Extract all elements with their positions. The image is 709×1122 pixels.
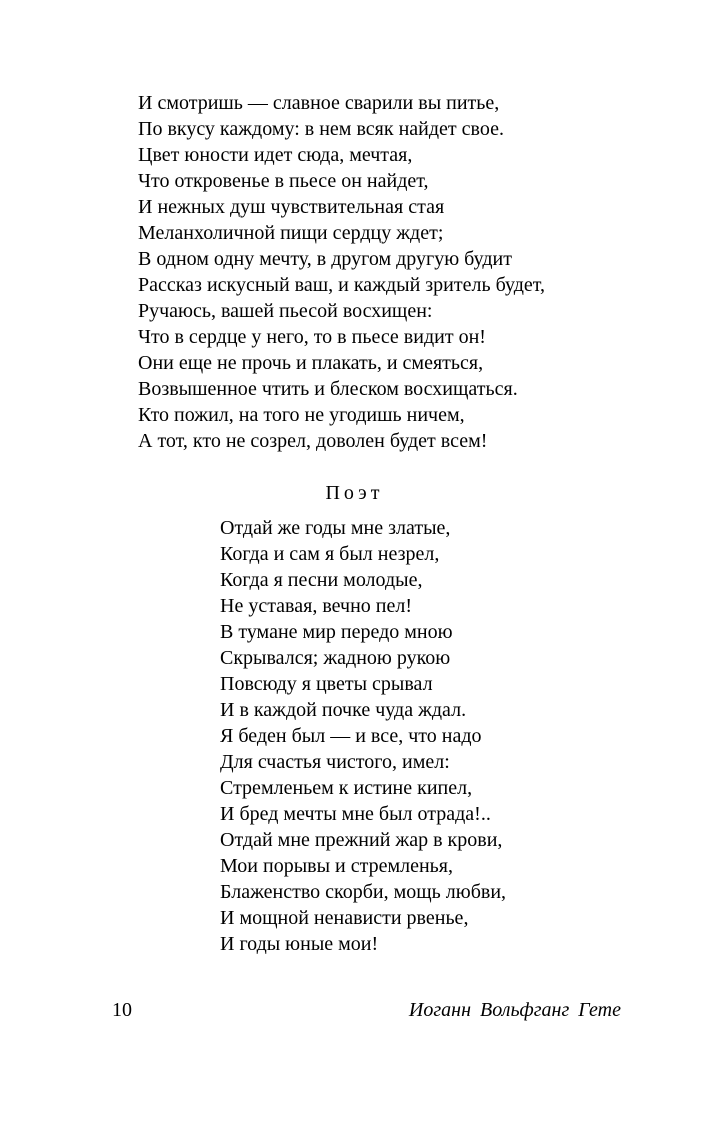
verse-line: Цвет юности идет сюда, мечтая,	[138, 144, 413, 166]
verse-line: Что в сердце у него, то в пьесе видит он!	[138, 326, 486, 348]
verse-line: Скрывался; жадною рукою	[220, 647, 451, 669]
verse-line: А тот, кто не созрел, доволен будет всем!	[138, 430, 488, 452]
verse-line: Ручаюсь, вашей пьесой восхищен:	[138, 300, 433, 322]
verse-line: Меланхоличной пищи сердцу ждет;	[138, 222, 444, 244]
verse-line: И в каждой почке чуда ждал.	[220, 699, 467, 721]
verse-line: И смотришь — славное сварили вы питье,	[138, 92, 500, 114]
verse-line: Когда я песни молодые,	[220, 569, 423, 591]
verse-line: Рассказ искусный ваш, и каждый зритель будет,	[138, 274, 546, 296]
verse-line: Блаженство скорби, мощь любви,	[220, 881, 507, 903]
page-number: 10	[112, 999, 132, 1021]
verse-line: В тумане мир передо мною	[220, 621, 453, 643]
verse-line: По вкусу каждому: в нем всяк найдет свое.	[138, 118, 504, 140]
verse-line: В одном одну мечту, в другом другую будит	[138, 248, 512, 270]
verse-line: Отдай же годы мне златые,	[220, 517, 451, 539]
verse-line: Возвышенное чтить и блеском восхищаться.	[138, 378, 518, 400]
verse-line: Они еще не прочь и плакать, и смеяться,	[138, 352, 484, 374]
verse-line: Стремленьем к истине кипел,	[220, 777, 473, 799]
stanza-one	[138, 90, 545, 454]
speaker-heading: Поэт	[325, 482, 384, 504]
running-footer-author: Иоганн Вольфганг Гете	[408, 999, 621, 1021]
verse-line: Я беден был — и все, что надо	[220, 725, 482, 747]
verse-line: И годы юные мои!	[220, 933, 379, 955]
verse-line: Не уставая, вечно пел!	[220, 595, 413, 617]
verse-line: И нежных душ чувствительная стая	[138, 196, 445, 218]
verse-line: И мощной ненависти рвенье,	[220, 907, 469, 929]
verse-line: Кто пожил, на того не угодишь ничем,	[138, 404, 465, 426]
verse-line: И бред мечты мне был отрада!..	[220, 803, 491, 825]
verse-line: Отдай мне прежний жар в крови,	[220, 829, 503, 851]
verse-line: Для счастья чистого, имел:	[220, 751, 450, 773]
verse-line: Когда и сам я был незрел,	[220, 543, 440, 565]
stanza-two	[220, 515, 506, 957]
verse-line: Повсюду я цветы срывал	[220, 673, 433, 695]
verse-line: Мои порывы и стремленья,	[220, 855, 453, 877]
verse-line: Что откровенье в пьесе он найдет,	[138, 170, 429, 192]
